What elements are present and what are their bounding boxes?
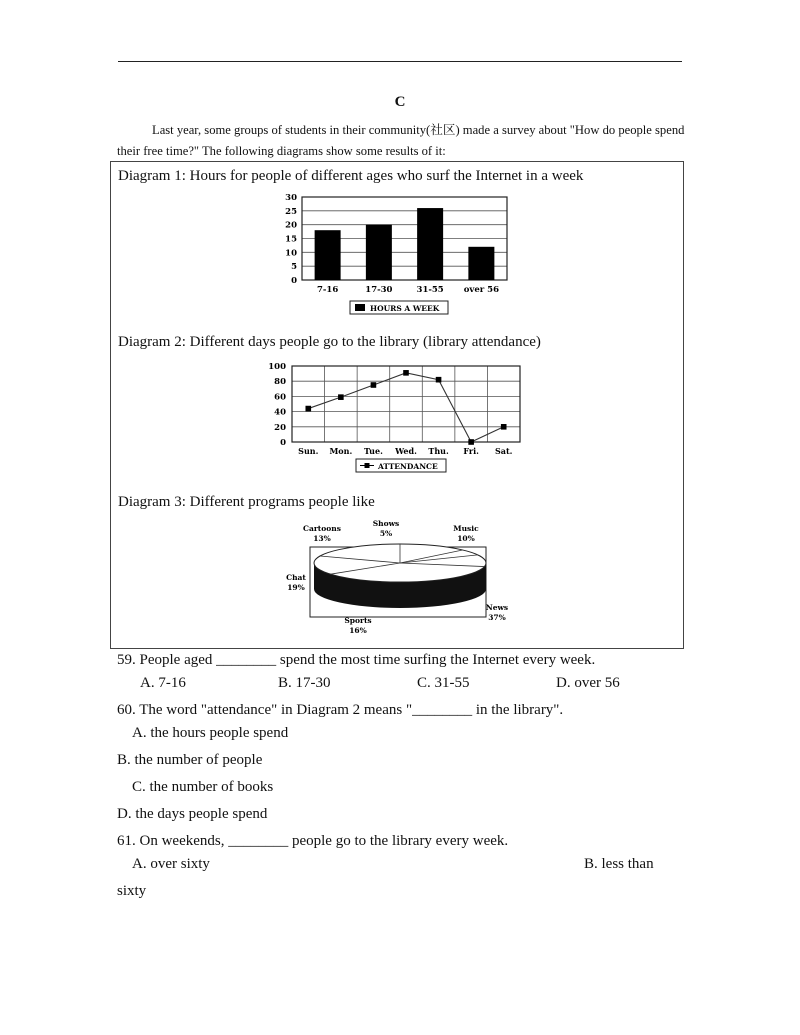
bar-31-55: [417, 208, 443, 280]
diagram2-caption: Diagram 2: Different days people go to the library (library attendance): [118, 334, 541, 350]
bar-x-tick-label: 7-16: [316, 285, 339, 295]
question-59-option-d[interactable]: D. over 56: [556, 675, 620, 691]
bar-x-tick-label: 31-55: [416, 285, 444, 295]
line-x-tick-label: Fri.: [463, 446, 479, 456]
line-point-sat: [501, 424, 507, 430]
bar-legend-swatch: [355, 304, 365, 311]
line-point-fri: [468, 439, 474, 445]
pie-pct-music: 10%: [457, 534, 475, 543]
bar-y-tick-label: 25: [285, 206, 297, 217]
line-series-attendance: [308, 373, 503, 442]
question-60-option-b[interactable]: B. the number of people: [117, 752, 263, 768]
question-60-option-c[interactable]: C. the number of books: [132, 779, 274, 795]
passage-letter: C: [394, 94, 406, 110]
diagram3-caption: Diagram 3: Different programs people like: [118, 494, 375, 510]
bar-17-30: [366, 225, 392, 280]
question-59-option-c[interactable]: C. 31-55: [417, 675, 470, 691]
diagram1-caption: Diagram 1: Hours for people of different ages who surf the Internet in a week: [118, 168, 584, 184]
bar-y-tick-label: 10: [285, 248, 297, 259]
bar-7-16: [315, 230, 341, 280]
pie-pct-cartoons: 13%: [313, 534, 331, 543]
pie-label-news: News: [485, 603, 509, 612]
question-60-stem: 60. The word "attendance" in Diagram 2 means "________ in the library".: [117, 702, 564, 718]
line-y-tick-label: 0: [280, 438, 286, 448]
question-61-option-a[interactable]: A. over sixty: [132, 856, 210, 872]
bar-y-tick-label: 20: [285, 220, 297, 231]
line-x-tick-label: Wed.: [395, 446, 417, 456]
question-60-option-d[interactable]: D. the days people spend: [117, 806, 268, 822]
pie-pct-news: 37%: [488, 613, 506, 622]
line-x-tick-label: Sun.: [298, 446, 319, 456]
header-rule: [118, 61, 682, 62]
question-61-option-b[interactable]: B. less than: [584, 856, 654, 872]
line-chart: [268, 360, 530, 478]
line-point-mon: [338, 394, 344, 400]
pie-label-sports: Sports: [344, 616, 372, 625]
bar-legend-label: HOURS A WEEK: [370, 304, 440, 313]
pie-chart: [280, 518, 520, 642]
bar-y-tick-label: 0: [291, 276, 297, 286]
line-point-tue: [371, 382, 377, 388]
question-60-option-a[interactable]: A. the hours people spend: [132, 725, 289, 741]
intro-paragraph: Last year, some groups of students in their community(社区) made a survey about "How do people spend their free time?" The following diagrams show some results of it:: [117, 123, 685, 158]
pie-label-chat: Chat: [286, 573, 306, 582]
bar-x-tick-label: over 56: [463, 285, 500, 295]
line-legend-marker: [365, 463, 370, 468]
bar-chart: [280, 192, 520, 322]
line-y-tick-label: 80: [274, 377, 286, 388]
question-59-option-a[interactable]: A. 7-16: [140, 675, 186, 691]
question-59-stem: 59. People aged ________ spend the most time surfing the Internet every week.: [117, 652, 596, 668]
line-legend-label: ATTENDANCE: [378, 462, 438, 471]
pie-label-music: Music: [453, 524, 479, 533]
line-x-tick-label: Sat.: [494, 446, 513, 456]
question-61-stem: 61. On weekends, ________ people go to the library every week.: [117, 833, 509, 849]
pie-label-shows: Shows: [372, 519, 400, 528]
question-59-option-b[interactable]: B. 17-30: [278, 675, 331, 691]
pie-pct-chat: 19%: [287, 583, 305, 592]
line-y-tick-label: 60: [274, 392, 286, 403]
bar-y-tick-label: 5: [291, 262, 297, 273]
line-plot-frame: [292, 366, 520, 442]
bar-x-tick-label: 17-30: [365, 285, 393, 295]
line-x-tick-label: Mon.: [329, 446, 353, 456]
bar-y-tick-label: 15: [285, 234, 297, 245]
line-point-thu: [436, 377, 442, 383]
bar-y-tick-label: 30: [285, 193, 297, 203]
line-x-tick-label: Tue.: [363, 446, 383, 456]
pie-label-cartoons: Cartoons: [303, 524, 341, 533]
line-y-tick-label: 40: [274, 407, 286, 418]
line-point-sun: [305, 406, 311, 412]
question-61-option-b-continued: sixty: [117, 883, 147, 899]
line-y-tick-label: 20: [274, 422, 286, 433]
pie-pct-sports: 16%: [349, 626, 367, 635]
line-y-tick-label: 100: [268, 362, 286, 372]
pie-pct-shows: 5%: [379, 529, 393, 538]
line-point-wed: [403, 370, 409, 376]
line-x-tick-label: Thu.: [428, 446, 449, 456]
bar-over-56: [468, 247, 494, 280]
